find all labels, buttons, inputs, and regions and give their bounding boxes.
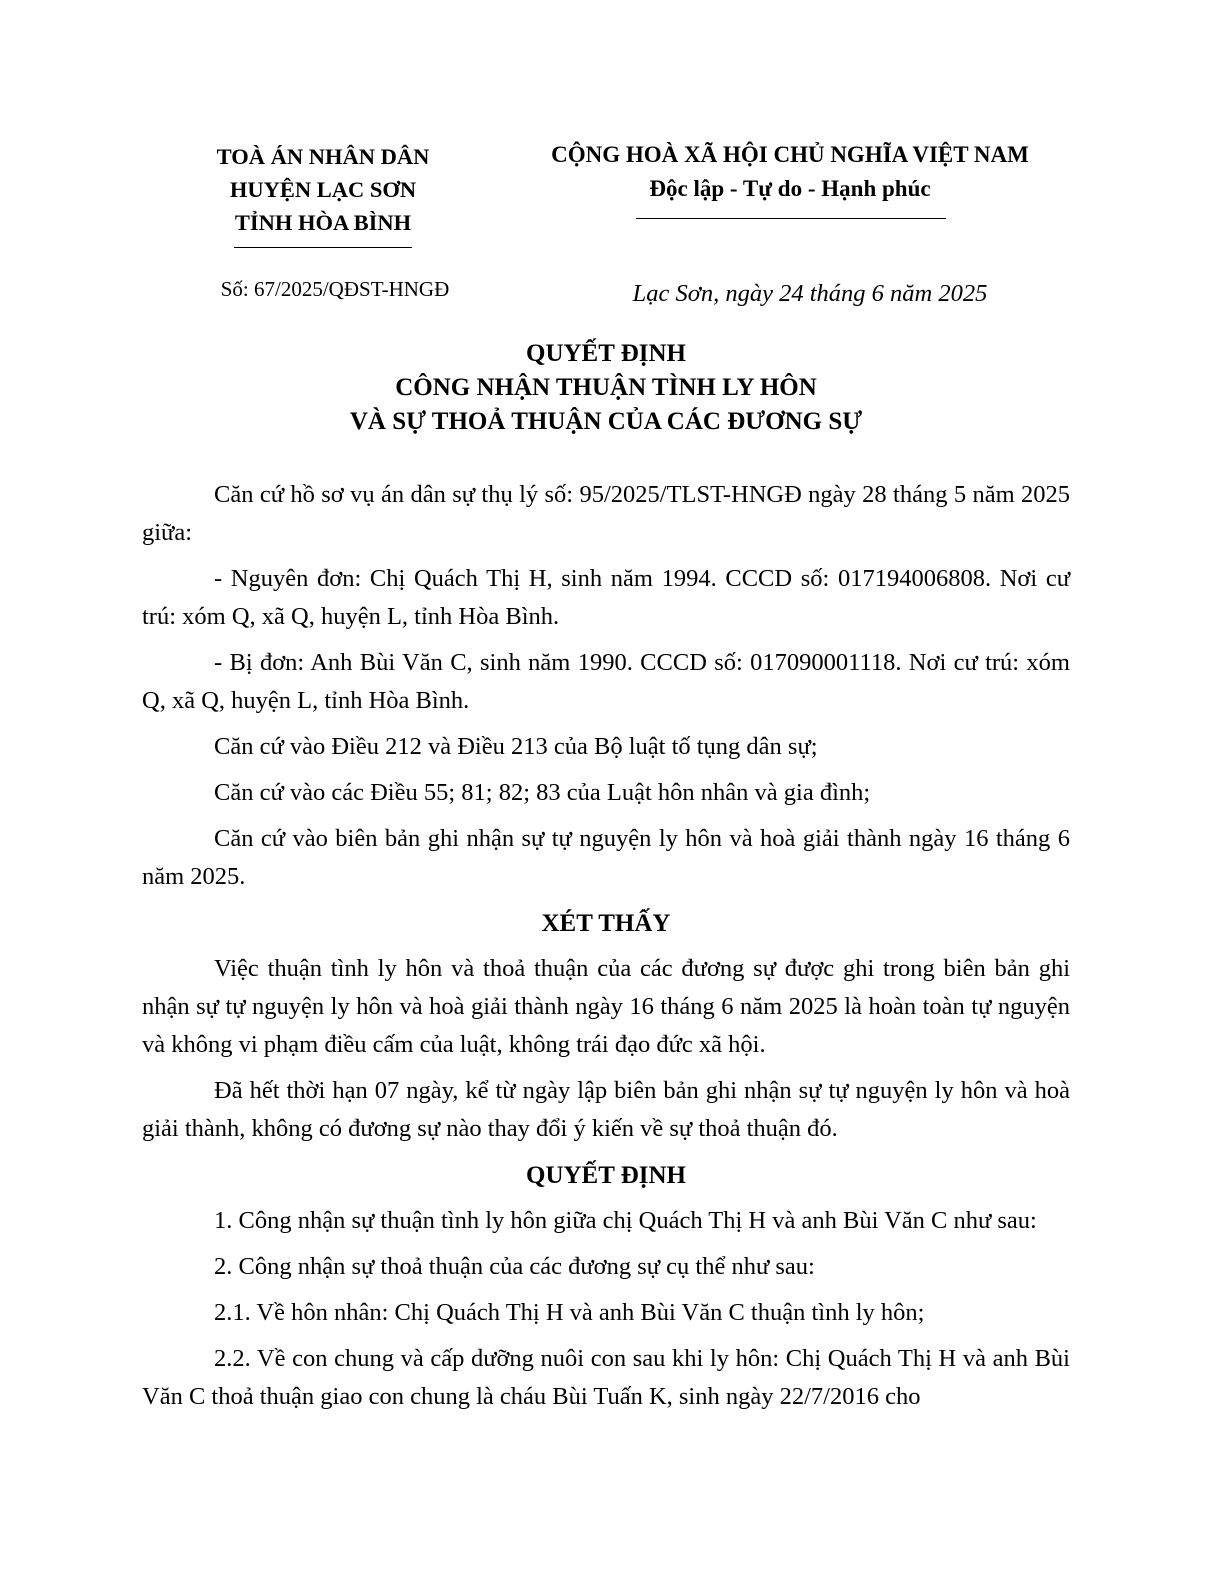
defendant-paragraph: - Bị đơn: Anh Bùi Văn C, sinh năm 1990. CCCD số: 017090001118. Nơi cư trú: xóm Q, xã Q, huyện L, tỉnh Hòa Bình.: [142, 649, 1070, 714]
findings-paragraph: Việc thuận tình ly hôn và thoả thuận của các đương sự được ghi trong biên bản ghi nhận sự tự nguyện ly hôn và hoà giải thành ngày 16 tháng 6 năm 2025 là hoàn toàn tự nguyện và không vi phạm điều cấm của luật, không trái đạo đức xã hội.: [142, 955, 1070, 1058]
document-number: Số: 67/2025/QĐST-HNGĐ: [220, 277, 450, 301]
decision-paragraph: 2. Công nhận sự thoả thuận của các đương sự cụ thể như sau:: [214, 1253, 815, 1280]
title-line3: VÀ SỰ THOẢ THUẬN CỦA CÁC ĐƯƠNG SỰ: [349, 408, 863, 435]
national-name: CỘNG HOÀ XÃ HỘI CHỦ NGHĨA VIỆT NAM: [551, 142, 1029, 167]
findings-heading: XÉT THẤY: [541, 910, 671, 937]
document-title: [140, 337, 1072, 439]
national-header: [520, 138, 1060, 219]
title-line1: QUYẾT ĐỊNH: [526, 340, 686, 367]
court-name-line2: HUYỆN LẠC SƠN: [229, 177, 417, 202]
preamble-paragraph: Căn cứ hồ sơ vụ án dân sự thụ lý số: 95/2025/TLST-HNGĐ ngày 28 tháng 5 năm 2025 giữa:: [142, 481, 1070, 546]
court-header: [180, 140, 466, 248]
decision-paragraph: 2.2. Về con chung và cấp dưỡng nuôi con sau khi ly hôn: Chị Quách Thị H và anh Bùi Văn C thoả thuận giao con chung là cháu Bùi Tuấn K, sinh ngày 22/7/2016 cho: [142, 1345, 1070, 1410]
findings-paragraph: Đã hết thời hạn 07 ngày, kể từ ngày lập biên bản ghi nhận sự tự nguyện ly hôn và hoà giải thành, không có đương sự nào thay đổi ý kiến về sự thoả thuận đó.: [142, 1077, 1070, 1142]
title-line2: CÔNG NHẬN THUẬN TÌNH LY HÔN: [395, 374, 817, 401]
legal-basis-paragraph: Căn cứ vào biên bản ghi nhận sự tự nguyện ly hôn và hoà giải thành ngày 16 tháng 6 năm 2025.: [142, 825, 1070, 890]
document-body: [142, 476, 1070, 1424]
national-header-underline: [636, 218, 946, 219]
decision-heading: QUYẾT ĐỊNH: [526, 1162, 686, 1189]
decision-paragraph: 2.1. Về hôn nhân: Chị Quách Thị H và anh Bùi Văn C thuận tình ly hôn;: [214, 1299, 925, 1326]
court-name-line1: TOÀ ÁN NHÂN DÂN: [216, 144, 430, 169]
plaintiff-paragraph: - Nguyên đơn: Chị Quách Thị H, sinh năm 1994. CCCD số: 017194006808. Nơi cư trú: xóm Q, xã Q, huyện L, tỉnh Hòa Bình.: [142, 565, 1070, 630]
legal-basis-paragraph: Căn cứ vào các Điều 55; 81; 82; 83 của Luật hôn nhân và gia đình;: [214, 779, 871, 806]
court-name-line3: TỈNH HÒA BÌNH: [234, 210, 412, 235]
place-and-date: Lạc Sơn, ngày 24 tháng 6 năm 2025: [632, 280, 988, 307]
decision-paragraph: 1. Công nhận sự thuận tình ly hôn giữa chị Quách Thị H và anh Bùi Văn C như sau:: [214, 1207, 1037, 1234]
legal-basis-paragraph: Căn cứ vào Điều 212 và Điều 213 của Bộ luật tố tụng dân sự;: [214, 733, 818, 760]
national-motto: Độc lập - Tự do - Hạnh phúc: [649, 176, 931, 201]
court-header-underline: [234, 247, 412, 248]
